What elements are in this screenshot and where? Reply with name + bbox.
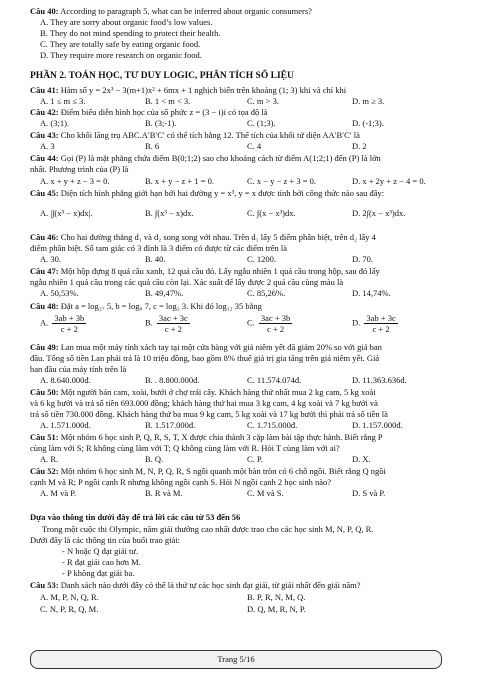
option-c: C. 4 (247, 141, 262, 151)
question-stem: Hàm số y = 2x³ − 3(m+1)x² + 6mx + 1 nghịch biến trên khoảng (1; 3) khi và chỉ khi (60, 85, 347, 95)
question-number: Câu 45: (30, 188, 59, 198)
option-b: B. Q. (145, 454, 164, 464)
question-stem: Một hộp đựng 8 quả cầu xanh, 12 quả cầu đỏ. Lấy ngẫu nhiên 1 quả cầu trong hộp, sau đó lấy (60, 266, 380, 276)
question-46 (30, 232, 376, 242)
option-d: D. 2 (352, 141, 367, 151)
question-number: Câu 50: (30, 387, 59, 397)
option-a: A. They are sorry about organic food’s low values. (40, 17, 213, 27)
option-c: C. m > 3. (247, 96, 279, 106)
option-a: A. M, P, N, Q, R. (40, 592, 99, 602)
option-a: A. (3;1). (40, 118, 70, 128)
question-number: Câu 41: (30, 85, 59, 95)
option-c: C. 11.574.074đ. (247, 375, 302, 385)
option-d: D. m ≥ 3. (352, 96, 385, 106)
question-stem-cont: cạnh M và R; P ngồi cạnh R nhưng không ngồi cạnh S. Hỏi N ngồi cạnh 2 học sinh nào? (30, 477, 332, 487)
question-stem-cont: và 6 kg bưởi và trả số tiền 693.000 đồng; khách hàng thứ hai mua 3 kg cam, 4 kg xoài và 7 kg bưởi và (30, 398, 378, 408)
option-d: D. 2∫(x − x³)dx. (352, 208, 406, 218)
option-a: A. |∫(x³ − x)dx|. (40, 208, 93, 218)
question-stem: According to paragraph 5, what can be inferred about organic consumers? (60, 6, 312, 16)
question-number: Câu 52: (30, 466, 59, 476)
option-b: B. 40. (145, 254, 166, 264)
option-a (40, 313, 86, 334)
option-d (352, 313, 398, 334)
option-b: B. 49,47%. (145, 288, 184, 298)
option-b: B. ∫(x³ − x)dx. (145, 208, 194, 218)
fraction (364, 313, 397, 334)
group-intro: Trong một cuộc thi Olympic, năm giải thưởng cao nhất được trao cho các học sinh M, N, P, Q, R. (42, 524, 374, 534)
option-c: C. M và S. (247, 488, 284, 498)
question-44 (30, 153, 381, 163)
group-intro-cont: Dưới đây là các thông tin của buổi trao giải: (30, 535, 181, 545)
option-a: A. 50,53%. (40, 288, 79, 298)
question-stem: Một nhóm 6 học sinh M, N, P, Q, R, S ngồi quanh một bàn tròn có 6 chỗ ngồi. Biết rằng Q ngồi (60, 466, 386, 476)
numerator: 3ac + 3c (158, 313, 188, 323)
option-b: B. . 8.800.000đ. (145, 375, 200, 385)
question-stem-cont: điểm phân biệt. Số tam giác có 3 đỉnh là 3 điểm có được từ các điểm trên là (30, 243, 288, 253)
question-stem: Danh sách nào dưới đây có thể là thứ tự các học sinh đạt giải, từ giải nhất đến giải năm? (60, 580, 361, 590)
option-a: A. M và P. (40, 488, 77, 498)
question-stem-cont: ban đầu của máy tính trên là (30, 364, 127, 374)
group-bullet: - R đạt giải cao hơn M. (62, 557, 141, 567)
option-a: A. 1 ≤ m ≤ 3. (40, 96, 86, 106)
denominator: c + 2 (267, 324, 285, 334)
section-heading: PHẦN 2. TOÁN HỌC, TƯ DUY LOGIC, PHÂN TÍCH SỐ LIỆU (30, 71, 294, 81)
option-c: C. 1200. (247, 254, 277, 264)
denominator: c + 2 (60, 324, 78, 334)
option-d: D. Q, M, R, N, P. (247, 604, 306, 614)
option-label: D. (352, 317, 361, 328)
question-stem: Diện tích hình phẳng giới hạn bởi hai đường y = x³, y = x được tính bởi công thức nào sau đây: (60, 188, 385, 198)
option-b: B. x + y − z + 1 = 0. (145, 176, 214, 186)
option-c: C. N, P, R, Q, M. (40, 604, 99, 614)
option-c: C. P. (247, 454, 263, 464)
question-stem: Đặt a = log₂₇ 5, b = log₈ 7, c = log₂ 3. Khi đó log₁₂ 35 bằng (60, 301, 262, 311)
option-c: C. 1.715.000đ. (247, 420, 298, 430)
question-42 (30, 107, 268, 117)
group-bullet: - P không đạt giải ba. (62, 568, 135, 578)
option-c: C. 85,26%. (247, 288, 286, 298)
question-stem: Lan mua một máy tính xách tay tại một cửa hàng với giá niêm yết đã giảm 20% so với giá ban (60, 342, 382, 352)
option-d: D. (-1;3). (352, 118, 384, 128)
question-50 (30, 387, 376, 397)
question-53 (30, 580, 361, 590)
option-c: C. (1;3). (247, 118, 276, 128)
fraction (259, 313, 292, 334)
option-label: A. (40, 317, 49, 328)
question-40 (30, 6, 312, 16)
group-bullet: - N hoặc Q đạt giải tư. (62, 546, 139, 556)
fraction (157, 313, 190, 334)
question-number: Câu 42: (30, 107, 59, 117)
question-stem-cont: cùng làm với S; R không cùng làm với T; Q không cùng làm với R. Hỏi T cùng làm với ai? (30, 443, 340, 453)
option-label: B. (145, 317, 153, 328)
group-title: Dựa vào thông tin dưới đây để trả lời các câu từ 53 đến 56 (30, 512, 241, 522)
page-number: Trang 5/16 (217, 654, 255, 664)
question-45 (30, 188, 384, 198)
question-48 (30, 301, 262, 311)
page-footer (30, 650, 442, 669)
option-b: B. R và M. (145, 488, 183, 498)
option-d: D. 14,74%. (352, 288, 391, 298)
option-b: B. 1.517.000đ. (145, 420, 196, 430)
question-stem: Điểm biểu diễn hình học của số phức z = (3 − i)i có tọa độ là (60, 107, 268, 117)
question-41 (30, 85, 346, 95)
fraction (52, 313, 86, 334)
option-a: A. 1.571.000đ. (40, 420, 91, 430)
option-a: A. 3 (40, 141, 55, 151)
question-stem-cont: ngẫu nhiên 1 quả cầu trong các quả cầu còn lại. Xác suất để lấy được 2 quả cầu cùng màu là (30, 277, 344, 287)
question-number: Câu 44: (30, 153, 59, 163)
option-b: B. 6 (145, 141, 160, 151)
question-49 (30, 342, 382, 352)
question-stem: Gọi (P) là mặt phẳng chứa điểm B(0;1;2) sao cho khoảng cách từ điểm A(1;2;1) đến (P) là lớn (60, 153, 381, 163)
question-stem-cont: nhất. Phương trình của (P) là (30, 164, 129, 174)
option-b: B. 1 < m < 3. (145, 96, 191, 106)
option-d: D. 11.363.636đ. (352, 375, 407, 385)
option-a: A. R. (40, 454, 59, 464)
question-number: Câu 48: (30, 301, 59, 311)
question-number: Câu 53: (30, 580, 59, 590)
option-d: D. 70. (352, 254, 374, 264)
numerator: 3ab + 3b (54, 313, 85, 323)
question-number: Câu 46: (30, 232, 59, 242)
denominator: c + 2 (372, 324, 390, 334)
option-a: A. x + y + z − 3 = 0. (40, 176, 110, 186)
option-b: B. P, R, N, M, Q. (247, 592, 306, 602)
question-number: Câu 43: (30, 130, 59, 140)
question-43 (30, 130, 360, 140)
question-stem: Cho khối lăng trụ ABC.A′B′C′ có thể tích bằng 12. Thể tích của khối tứ diện AA′B′C′ là (60, 130, 360, 140)
option-d: D. X. (352, 454, 371, 464)
question-number: Câu 49: (30, 342, 59, 352)
question-number: Câu 47: (30, 266, 59, 276)
option-c (247, 313, 292, 334)
question-stem: Cho hai đường thẳng d₁ và d₂ song song với nhau. Trên d₁ lấy 5 điểm phân biệt, trên d₂ lấy 4 (60, 232, 376, 242)
option-c: C. ∫(x − x³)dx. (247, 208, 296, 218)
question-52 (30, 466, 386, 476)
question-number: Câu 40: (30, 6, 59, 16)
option-d: D. S và P. (352, 488, 386, 498)
option-d: D. 1.157.000đ. (352, 420, 403, 430)
question-47 (30, 266, 380, 276)
option-a: A. 8.640.000đ. (40, 375, 91, 385)
question-number: Câu 51: (30, 432, 59, 442)
question-stem-cont: trả số tiền 730.000 đồng. Khách hàng thứ ba mua 9 kg cam, 5 kg xoài và 17 kg bưởi thì phải trả số tiền là (30, 409, 388, 419)
option-label: C. (247, 317, 255, 328)
option-c: C. They are totally safe by eating organic food. (40, 39, 201, 49)
option-d: D. They require more research on organic food. (40, 50, 202, 60)
option-c: C. x − y − z + 3 = 0. (247, 176, 316, 186)
option-d: D. x + 2y + z − 4 = 0. (352, 176, 426, 186)
option-b: B. (3;-1). (145, 118, 177, 128)
option-a: A. 30. (40, 254, 62, 264)
question-stem: Một người bán cam, xoài, bưởi ở chợ trái cây. Khách hàng thứ nhất mua 2 kg cam, 5 kg xoài (60, 387, 376, 397)
option-b: B. They do not mind spending to protect their health. (40, 28, 221, 38)
option-b (145, 313, 190, 334)
question-51 (30, 432, 383, 442)
numerator: 3ac + 3b (260, 313, 291, 323)
question-stem-cont: đầu. Tổng số tiền Lan phải trả là 10 triệu đồng, bao gồm 8% thuế giá trị gia tăng trên giá niêm yết. Giá (30, 353, 380, 363)
question-stem: Một nhóm 6 học sinh P, Q, R, S, T, X được chia thành 3 cặp làm bài tập thực hành. Biết rằng P (60, 432, 383, 442)
numerator: 3ab + 3c (366, 313, 396, 323)
denominator: c + 2 (164, 324, 182, 334)
